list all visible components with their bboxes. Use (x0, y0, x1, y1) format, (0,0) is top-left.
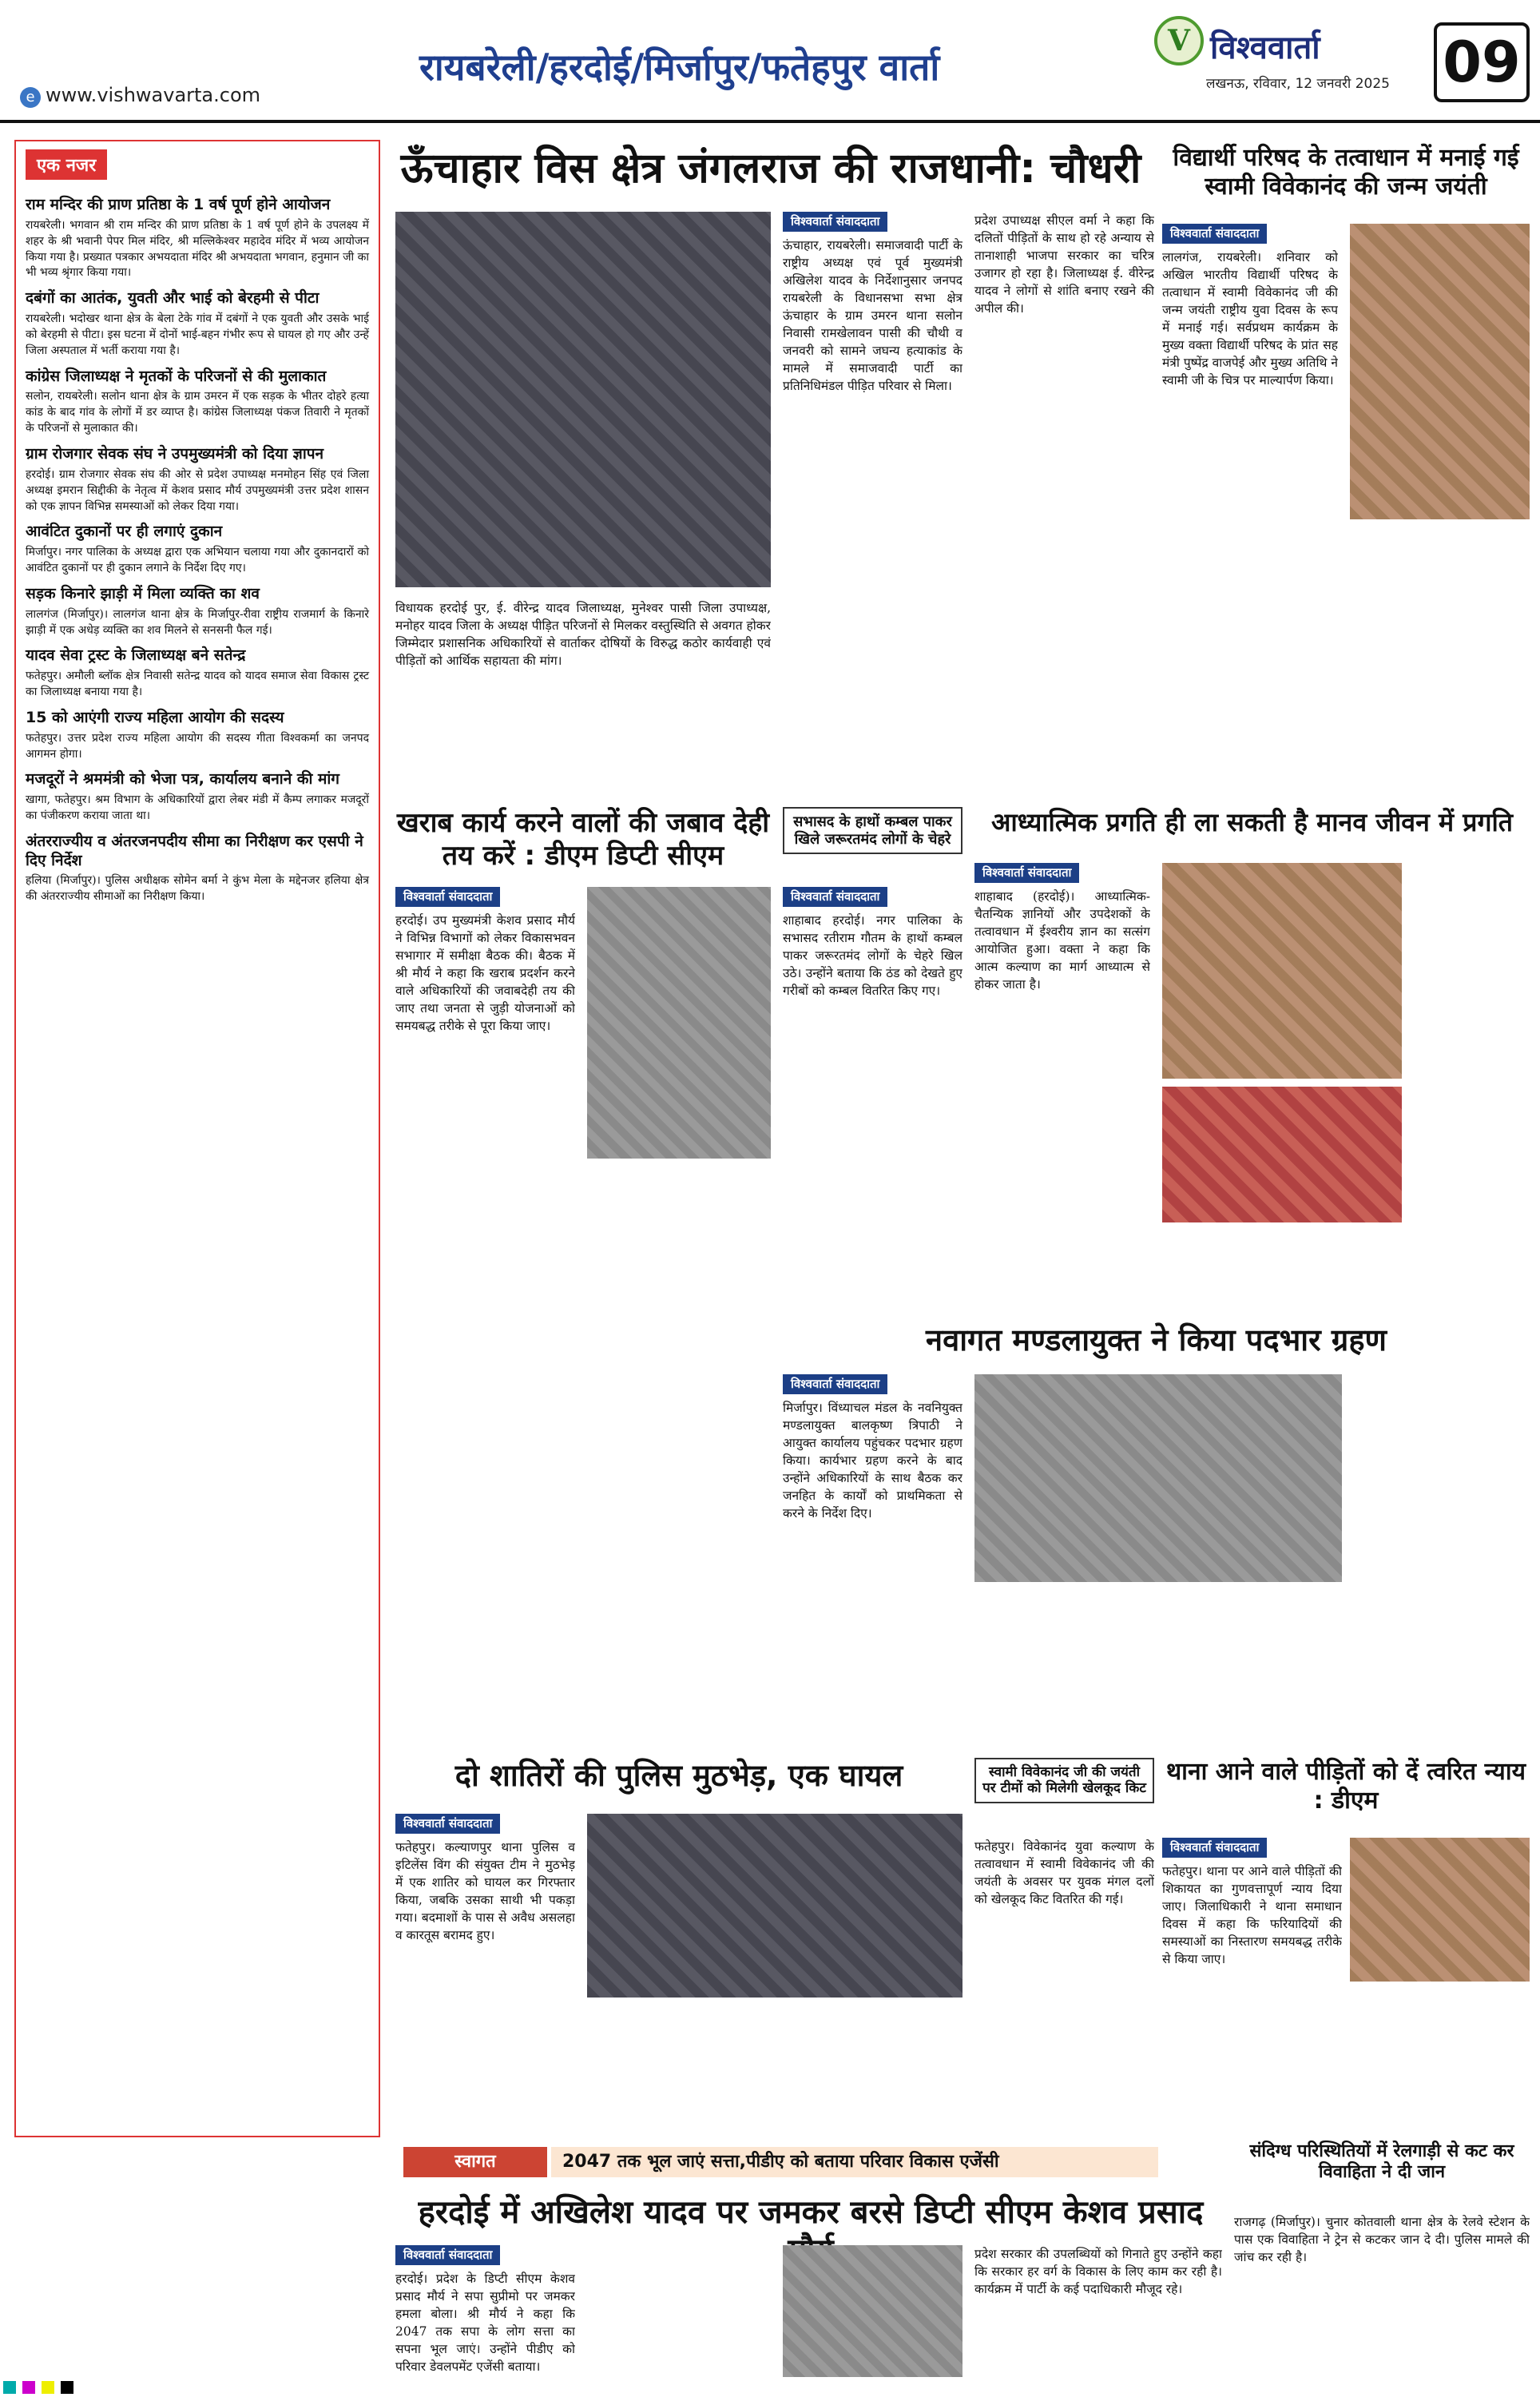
kit-body: फतेहपुर। विवेकानंद युवा कल्याण के तत्वावधान में स्वामी विवेकानंद जी की जयंती के अवसर पर युवक मंगल दलों को खेलकूद किट वितरित की गई। (974, 1839, 1154, 1906)
byline: विश्ववार्ता संवाददाता (395, 887, 500, 907)
brief-item (26, 196, 369, 281)
masthead (0, 0, 1540, 120)
spiritual-body: शाहाबाद (हरदोई)। आध्यात्मिक-चैतन्यिक ज्ञानियों और उपदेशकों के तत्वावधान में ईश्वरीय ज्ञान का सत्संग आयोजित हुआ। वक्ता ने कहा कि आत्म कल्याण का मार्ग आध्यात्म से होकर जाता है। (974, 889, 1150, 992)
dm-body: हरदोई। उप मुख्यमंत्री केशव प्रसाद मौर्य ने विभिन्न विभागों को लेकर विकासभवन सभागार में समीक्षा बैठक की। बैठक में श्री मौर्य ने कहा कि खराब प्रदर्शन करने वाले अधिकारियों की जवाबदेही तय की जाए तथा जनता से जुड़ी योजनाओं को समयबद्ध तरीके से पूरा किया जाए। (395, 913, 575, 1034)
dm-photo (587, 887, 771, 1159)
lead-photo (395, 212, 771, 587)
sabhasad-headline: सभासद के हाथों कम्बल पाकर खिले जरूरतमंद लोगों के चेहरे (783, 807, 963, 854)
police-body: फतेहपुर। कल्याणपुर थाना पुलिस व इटिलेंस विंग की संयुक्त टीम ने मुठभेड़ में एक शातिर को घायल कर गिरफ्तार किया, जबकि उसका साथी भी पकड़ा गया। बदमाशों के पास से अवैध असलहा व कारतूस बरामद हुए। (395, 1840, 575, 1943)
brief-text: फतेहपुर। अमौली ब्लॉक क्षेत्र निवासी सतेन्द्र यादव को यादव समाज सेवा विकास ट्रस्ट का जिलाध्यक्ष बनाया गया है। (26, 670, 369, 698)
brief-item (26, 523, 369, 577)
brief-heading: 15 को आएंगी राज्य महिला आयोग की सदस्य (26, 708, 284, 726)
spiritual-photo-2 (1162, 1087, 1402, 1222)
lead-caption-block (395, 599, 771, 799)
lead-side-text: प्रदेश उपाध्यक्ष सीएल वर्मा ने कहा कि दलितों पीड़ितों के साथ हो रहे अन्याय से तानाशाही भाजपा सरकार का चरित्र उजागर हो रहा है। जिलाध्यक्ष ई. वीरेन्द्र यादव ने लोगों से शांति बनाए रखने की अपील की। (974, 213, 1154, 316)
thana-body-block (1162, 1838, 1342, 2129)
strip-text: 2047 तक भूल जाएं सत्ता,पीडीए को बताया परिवार विकास एजेंसी (551, 2147, 1158, 2177)
byline: विश्ववार्ता संवाददाता (783, 212, 887, 232)
brief-text: हरदोई। ग्राम रोजगार सेवक संघ की ओर से प्रदेश उपाध्यक्ष मनमोहन सिंह एवं जिला अध्यक्ष इमरान सिद्दीकी के नेतृत्व में केशव प्रसाद मौर्य उपमुख्यमंत्री उत्तर प्रदेश शासन को एक ज्ञापन विभिन्न समस्याओं को लेकर दिया गया। (26, 467, 369, 513)
sabhasad-body-block (783, 887, 963, 1318)
page-section-title: रायबरेली/हरदोई/मिर्जापुर/फतेहपुर वार्ता (419, 46, 940, 89)
police-photo (587, 1814, 963, 1998)
brief-heading: कांग्रेस जिलाध्यक्ष ने मृतकों के परिजनों से की मुलाकात (26, 367, 327, 385)
ek-nazar-label: एक नजर (26, 149, 107, 180)
byline: विश्ववार्ता संवाददाता (1162, 1838, 1267, 1858)
thana-headline: थाना आने वाले पीड़ितों को दें त्वरित न्याय : डीएम (1166, 1758, 1526, 1815)
brief-item (26, 289, 369, 359)
dm-headline: खराब कार्य करने वालों की जबाव देही तय करें : डीएम डिप्टी सीएम (396, 807, 770, 872)
brief-heading: यादव सेवा ट्रस्ट के जिलाध्यक्ष बने सतेन्द्र (26, 646, 246, 665)
brief-text: लालगंज (मिर्जापुर)। लालगंज थाना क्षेत्र के मिर्जापुर-रीवा राष्ट्रीय राजमार्ग के किनारे झाड़ी में एक अधेड़ व्यक्ति का शव मिलने से सनसनी फैल गई। (26, 607, 369, 637)
vivekanand-headline: विद्यार्थी परिषद के तत्वाधान में मनाई गई स्वामी विवेकानंद की जन्म जयंती (1173, 144, 1519, 201)
brief-text: रायबरेली। भगवान श्री राम मन्दिर की प्राण प्रतिष्ठा के 1 वर्ष पूर्ण होने के उपलक्ष्य में शहर के श्री भवानी पेपर मिल मंदिर, श्री मल्लिकेश्वर महादेव मंदिर में भव्य आयोजन किया गया है। प्रख्यात पत्रकार अभयदाता मंदिर श्री अभयदाता भगवान, हनुमान जी का भी भव्य श्रृंगार किया गया। (26, 218, 369, 280)
rail-body-block (1234, 2213, 1530, 2377)
bottom-photo (783, 2245, 963, 2377)
rail-headline: संदिग्ध परिस्थितियों में रेलगाड़ी से कट कर विवाहिता ने दी जान (1249, 2141, 1514, 2183)
sabhasad-body: शाहाबाद हरदोई। नगर पालिका के सभासद रतीराम गौतम के हाथों कम्बल पाकर जरूरतमंद लोगों के चेहरे खिल उठे। उन्होंने बताया कि ठंड को देखते हुए गरीबों को कम्बल वितरित किए गए। (783, 913, 963, 999)
kit-body-block (974, 1838, 1154, 2129)
brief-item (26, 646, 369, 701)
brief-item (26, 585, 369, 639)
commissioner-body-block (783, 1374, 963, 1742)
brief-text: फतेहपुर। उत्तर प्रदेश राज्य महिला आयोग की सदस्य गीता विश्वकर्मा का जनपद आगमन होगा। (26, 731, 369, 761)
rail-body: राजगढ़ (मिर्जापुर)। चुनार कोतवाली थाना क्षेत्र के रेलवे स्टेशन के पास एक विवाहिता ने ट्रेन से कटकर जान दे दी। पुलिस मामले की जांच कर रही है। (1234, 2215, 1530, 2264)
spiritual-headline: आध्यात्मिक प्रगति ही ला सकती है मानव जीवन में प्रगति (990, 807, 1514, 837)
ek-nazar-column (14, 140, 380, 2137)
brief-item (26, 709, 369, 763)
bottom-body-1: हरदोई। प्रदेश के डिप्टी सीएम केशव प्रसाद मौर्य ने सपा सुप्रीमो पर जमकर हमला बोला। श्री मौर्य ने कहा कि 2047 तक सपा के लोग सत्ता का सपना भूल जाएं। उन्होंने पीडीए को परिवार डेवलपमेंट एजेंसी बताया। (395, 2272, 575, 2375)
brief-heading: अंतरराज्यीय व अंतरजनपदीय सीमा का निरीक्षण कर एसपी ने दिए निर्देश (26, 832, 363, 869)
brief-text: मिर्जापुर। नगर पालिका के अध्यक्ष द्वारा एक अभियान चलाया गया और दुकानदारों को आवंटित दुकानों पर ही दुकान लगाने के निर्देश दिए गए। (26, 546, 369, 574)
strip-tag: स्वागत (403, 2147, 547, 2177)
commissioner-headline: नवागत मण्डलायुक्त ने किया पदभार ग्रहण (926, 1322, 1387, 1358)
site-url[interactable] (20, 84, 260, 108)
brief-text: खागा, फतेहपुर। श्रम विभाग के अधिकारियों द्वारा लेबर मंडी में कैम्प लगाकर मजदूरों का पंजीकरण कराया जाता था। (26, 793, 369, 822)
brief-heading: दबंगों का आतंक, युवती और भाई को बेरहमी से पीटा (26, 289, 320, 308)
brief-item (26, 833, 369, 905)
bottom-body-block-1 (395, 2245, 575, 2377)
byline: विश्ववार्ता संवाददाता (974, 863, 1079, 883)
brief-heading: ग्राम रोजगार सेवक संघ ने उपमुख्यमंत्री को दिया ज्ञापन (26, 445, 324, 463)
brief-text: रायबरेली। भदोखर थाना क्षेत्र के बेला टेके गांव में दबंगों ने एक युवती और उसके भाई को बेरहमी से पीटा। इस घटना में दोनों भाई-बहन गंभीर रूप से घायल हो गए और उन्हें जिला अस्पताल में भर्ती कराया गया है। (26, 312, 369, 357)
byline: विश्ववार्ता संवाददाता (783, 1374, 887, 1394)
brief-heading: राम मन्दिर की प्राण प्रतिष्ठा के 1 वर्ष पूर्ण होने आयोजन (26, 196, 331, 213)
dm-body-block (395, 887, 575, 1318)
bottom-headline: हरदोई में अखिलेश यादव पर जमकर बरसे डिप्टी सीएम केशव प्रसाद (418, 2194, 1204, 2231)
lead-body: ऊंचाहार, रायबरेली। समाजवादी पार्टी के राष्ट्रीय अध्यक्ष एवं पूर्व मुख्यमंत्री अखिलेश यादव के निर्देशानुसार जनपद रायबरेली के विधानसभा सभा क्षेत्र ऊंचाहार के ग्राम उमरन थाना सलोन निवासी रामखेलावन पासी की चौथी व जनवरी को सामने जघन्य हत्याकांड के मामले में समाजवादी पार्टी का प्रतिनिधिमंडल पीड़ित परिवार से मिला। (783, 238, 963, 394)
lead-side-block (974, 212, 1154, 799)
police-body-block (395, 1814, 575, 2129)
browser-icon: e (20, 87, 41, 108)
dateline: लखनऊ, रविवार, 12 जनवरी 2025 (1206, 76, 1391, 92)
brief-item (26, 770, 369, 825)
lead-headline: ऊँचाहार विस क्षेत्र जंगलराज की राजधानी: चौधरी (400, 145, 1141, 193)
vivekanand-body: लालगंज, रायबरेली। शनिवार को अखिल भारतीय विद्यार्थी परिषद के तत्वाधान में स्वामी विवेकानंद जी की जन्म जयंती राष्ट्रीय युवा दिवस के रूप में मनाई गई। सर्वप्रथम कार्यक्रम के मुख्य वक्ता विद्यार्थी परिषद के प्रांत सह मंत्री पुष्पेंद्र वाजपेई और मुख्य अतिथि ने स्वामी जी के चित्र पर माल्यार्पण किया। (1162, 250, 1338, 388)
brand-name: विश्ववार्ता (1210, 30, 1320, 66)
vivekanand-body-block (1162, 224, 1338, 519)
byline: विश्ववार्ता संवाददाता (1162, 224, 1267, 244)
brief-heading: सड़क किनारे झाड़ी में मिला व्यक्ति का शव (26, 584, 260, 602)
byline: विश्ववार्ता संवाददाता (783, 887, 887, 907)
lead-caption: विधायक हरदोई पुर, ई. वीरेन्द्र यादव जिलाध्यक्ष, मुनेश्वर पासी जिला उपाध्यक्ष, मनोहर यादव जिला के अध्यक्ष पीड़ित परिजनों से मिलकर वस्तुस्थिति से अवगत होकर जिम्मेदार प्रशासनिक अधिकारियों से वार्ताकर दोषियों के विरुद्ध कठोर कार्यवाही एवं पीड़ितों को आर्थिक सहायता की मांग। (395, 601, 771, 668)
lead-body-block (783, 212, 963, 799)
brief-heading: आवंटित दुकानों पर ही लगाएं दुकान (26, 523, 223, 541)
spiritual-photo-1 (1162, 863, 1402, 1079)
byline: विश्ववार्ता संवाददाता (395, 1814, 500, 1834)
police-headline: दो शातिरों की पुलिस मुठभेड़, एक घायल (454, 1758, 903, 1793)
kit-headline: स्वामी विवेकानंद जी की जयंती पर टीमों को मिलेगी खेलकूद किट (974, 1758, 1154, 1803)
thana-body: फतेहपुर। थाना पर आने वाले पीड़ितों की शिकायत का गुणवत्तापूर्ण न्याय दिया जाए। जिलाधिकारी ने थाना समाधान दिवस में कहा कि फरियादियों की समस्याओं का निस्तारण समयबद्ध तरीके से किया जाए। (1162, 1864, 1342, 1967)
commissioner-photo (974, 1374, 1342, 1582)
bottom-body-2: प्रदेश सरकार की उपलब्धियों को गिनाते हुए उन्होंने कहा कि सरकार हर वर्ग के विकास के लिए काम कर रही है। कार्यक्रम में पार्टी के कई पदाधिकारी मौजूद रहे। (974, 2247, 1222, 2296)
vivekanand-photo (1350, 224, 1530, 519)
brief-item (26, 445, 369, 515)
byline: विश्ववार्ता संवाददाता (395, 2245, 500, 2265)
bottom-body-block-2 (974, 2245, 1222, 2377)
brief-text: हलिया (मिर्जापुर)। पुलिस अधीक्षक सोमेन बर्मा ने कुंभ मेला के मद्देनजर हलिया क्षेत्र की अंतरराज्यीय सीमाओं का निरीक्षण किया। (26, 874, 369, 904)
commissioner-body: मिर्जापुर। विंध्याचल मंडल के नवनियुक्त मण्डलायुक्त बालकृष्ण त्रिपाठी ने आयुक्त कार्यालय पहुंचकर पदभार ग्रहण किया। कार्यभार ग्रहण करने के बाद उन्होंने अधिकारियों के साथ बैठक कर जनहित के कार्यों को प्राथमिकता से करने के निर्देश दिए। (783, 1401, 963, 1521)
brief-heading: मजदूरों ने श्रममंत्री को भेजा पत्र, कार्यालय बनाने की मांग (26, 770, 340, 789)
spiritual-body-block (974, 863, 1150, 1318)
brief-text: सलोन, रायबरेली। सलोन थाना क्षेत्र के ग्राम उमरन में एक सड़क के भीतर दोहरे हत्या कांड के बाद गांव के लोगों में डर व्याप्त है। कांग्रेस जिलाध्यक्ष पंकज तिवारी ने मृतकों के परिजनों से मुलाकात की। (26, 390, 369, 435)
registration-marks (0, 2379, 1540, 2395)
logo-mark-icon: V (1154, 16, 1204, 66)
page-number: 09 (1434, 22, 1530, 102)
site-url-text: www.vishwavarta.com (46, 84, 261, 106)
header-rule (0, 120, 1540, 123)
thana-photo (1350, 1838, 1530, 1982)
brief-item (26, 368, 369, 437)
